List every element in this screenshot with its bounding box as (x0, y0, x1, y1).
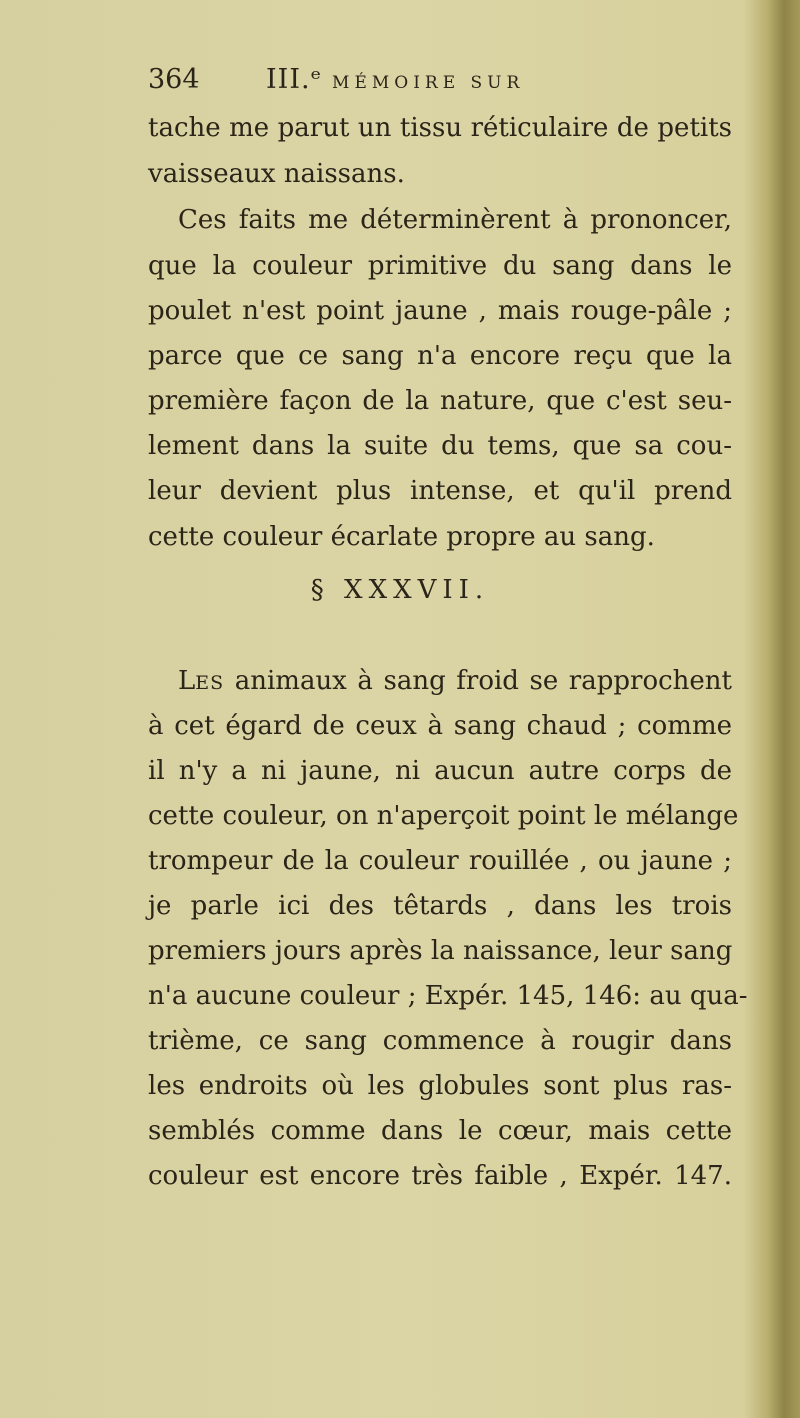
text-line (178, 664, 732, 700)
text-line: Ces faits me déterminèrent à prononcer, (178, 205, 732, 235)
title-rest: MÉMOIRE SUR (332, 73, 525, 93)
text-line: les endroits où les globules sont plus ras- (148, 1071, 732, 1101)
text-line: n'a aucune couleur ; Expér. 145, 146: au qua- (148, 981, 748, 1011)
small-caps: ES (195, 672, 225, 694)
text-line: à cet égard de ceux à sang chaud ; comme (148, 711, 732, 741)
text-line: trième, ce sang commence à rougir dans (148, 1026, 732, 1056)
title-prefix: III.ᵉ (266, 64, 323, 95)
running-header (148, 64, 588, 104)
text-line: couleur est encore très faible , Expér. 147. (148, 1161, 732, 1191)
initial-cap: L (178, 666, 196, 696)
text-line: premiers jours après la naissance, leur sang (148, 936, 733, 966)
text-line: je parle ici des têtards , dans les trois (148, 891, 732, 921)
text-line: vaisseaux naissans. (148, 159, 405, 189)
text-line: cette couleur, on n'aperçoit point le mélange (148, 801, 739, 831)
text-line: parce que ce sang n'a encore reçu que la (148, 341, 732, 371)
text-line: trompeur de la couleur rouillée , ou jaune ; (148, 846, 732, 876)
text-line: que la couleur primitive du sang dans le (148, 251, 732, 281)
line-rest: animaux à sang froid se rapprochent (224, 666, 732, 696)
section-heading: § XXXVII. (310, 575, 490, 605)
text-line: poulet n'est point jaune , mais rouge-pâle ; (148, 296, 732, 326)
text-line: semblés comme dans le cœur, mais cette (148, 1116, 732, 1146)
text-line: il n'y a ni jaune, ni aucun autre corps de (148, 756, 732, 786)
text-line: première façon de la nature, que c'est seu- (148, 386, 732, 416)
text-line: lement dans la suite du tems, que sa cou- (148, 431, 732, 461)
page-number: 364 (148, 64, 200, 95)
running-title (266, 64, 524, 95)
text-line: cette couleur écarlate propre au sang. (148, 522, 655, 552)
text-line: tache me parut un tissu réticulaire de petits (148, 113, 732, 143)
text-line: leur devient plus intense, et qu'il prend (148, 476, 732, 506)
